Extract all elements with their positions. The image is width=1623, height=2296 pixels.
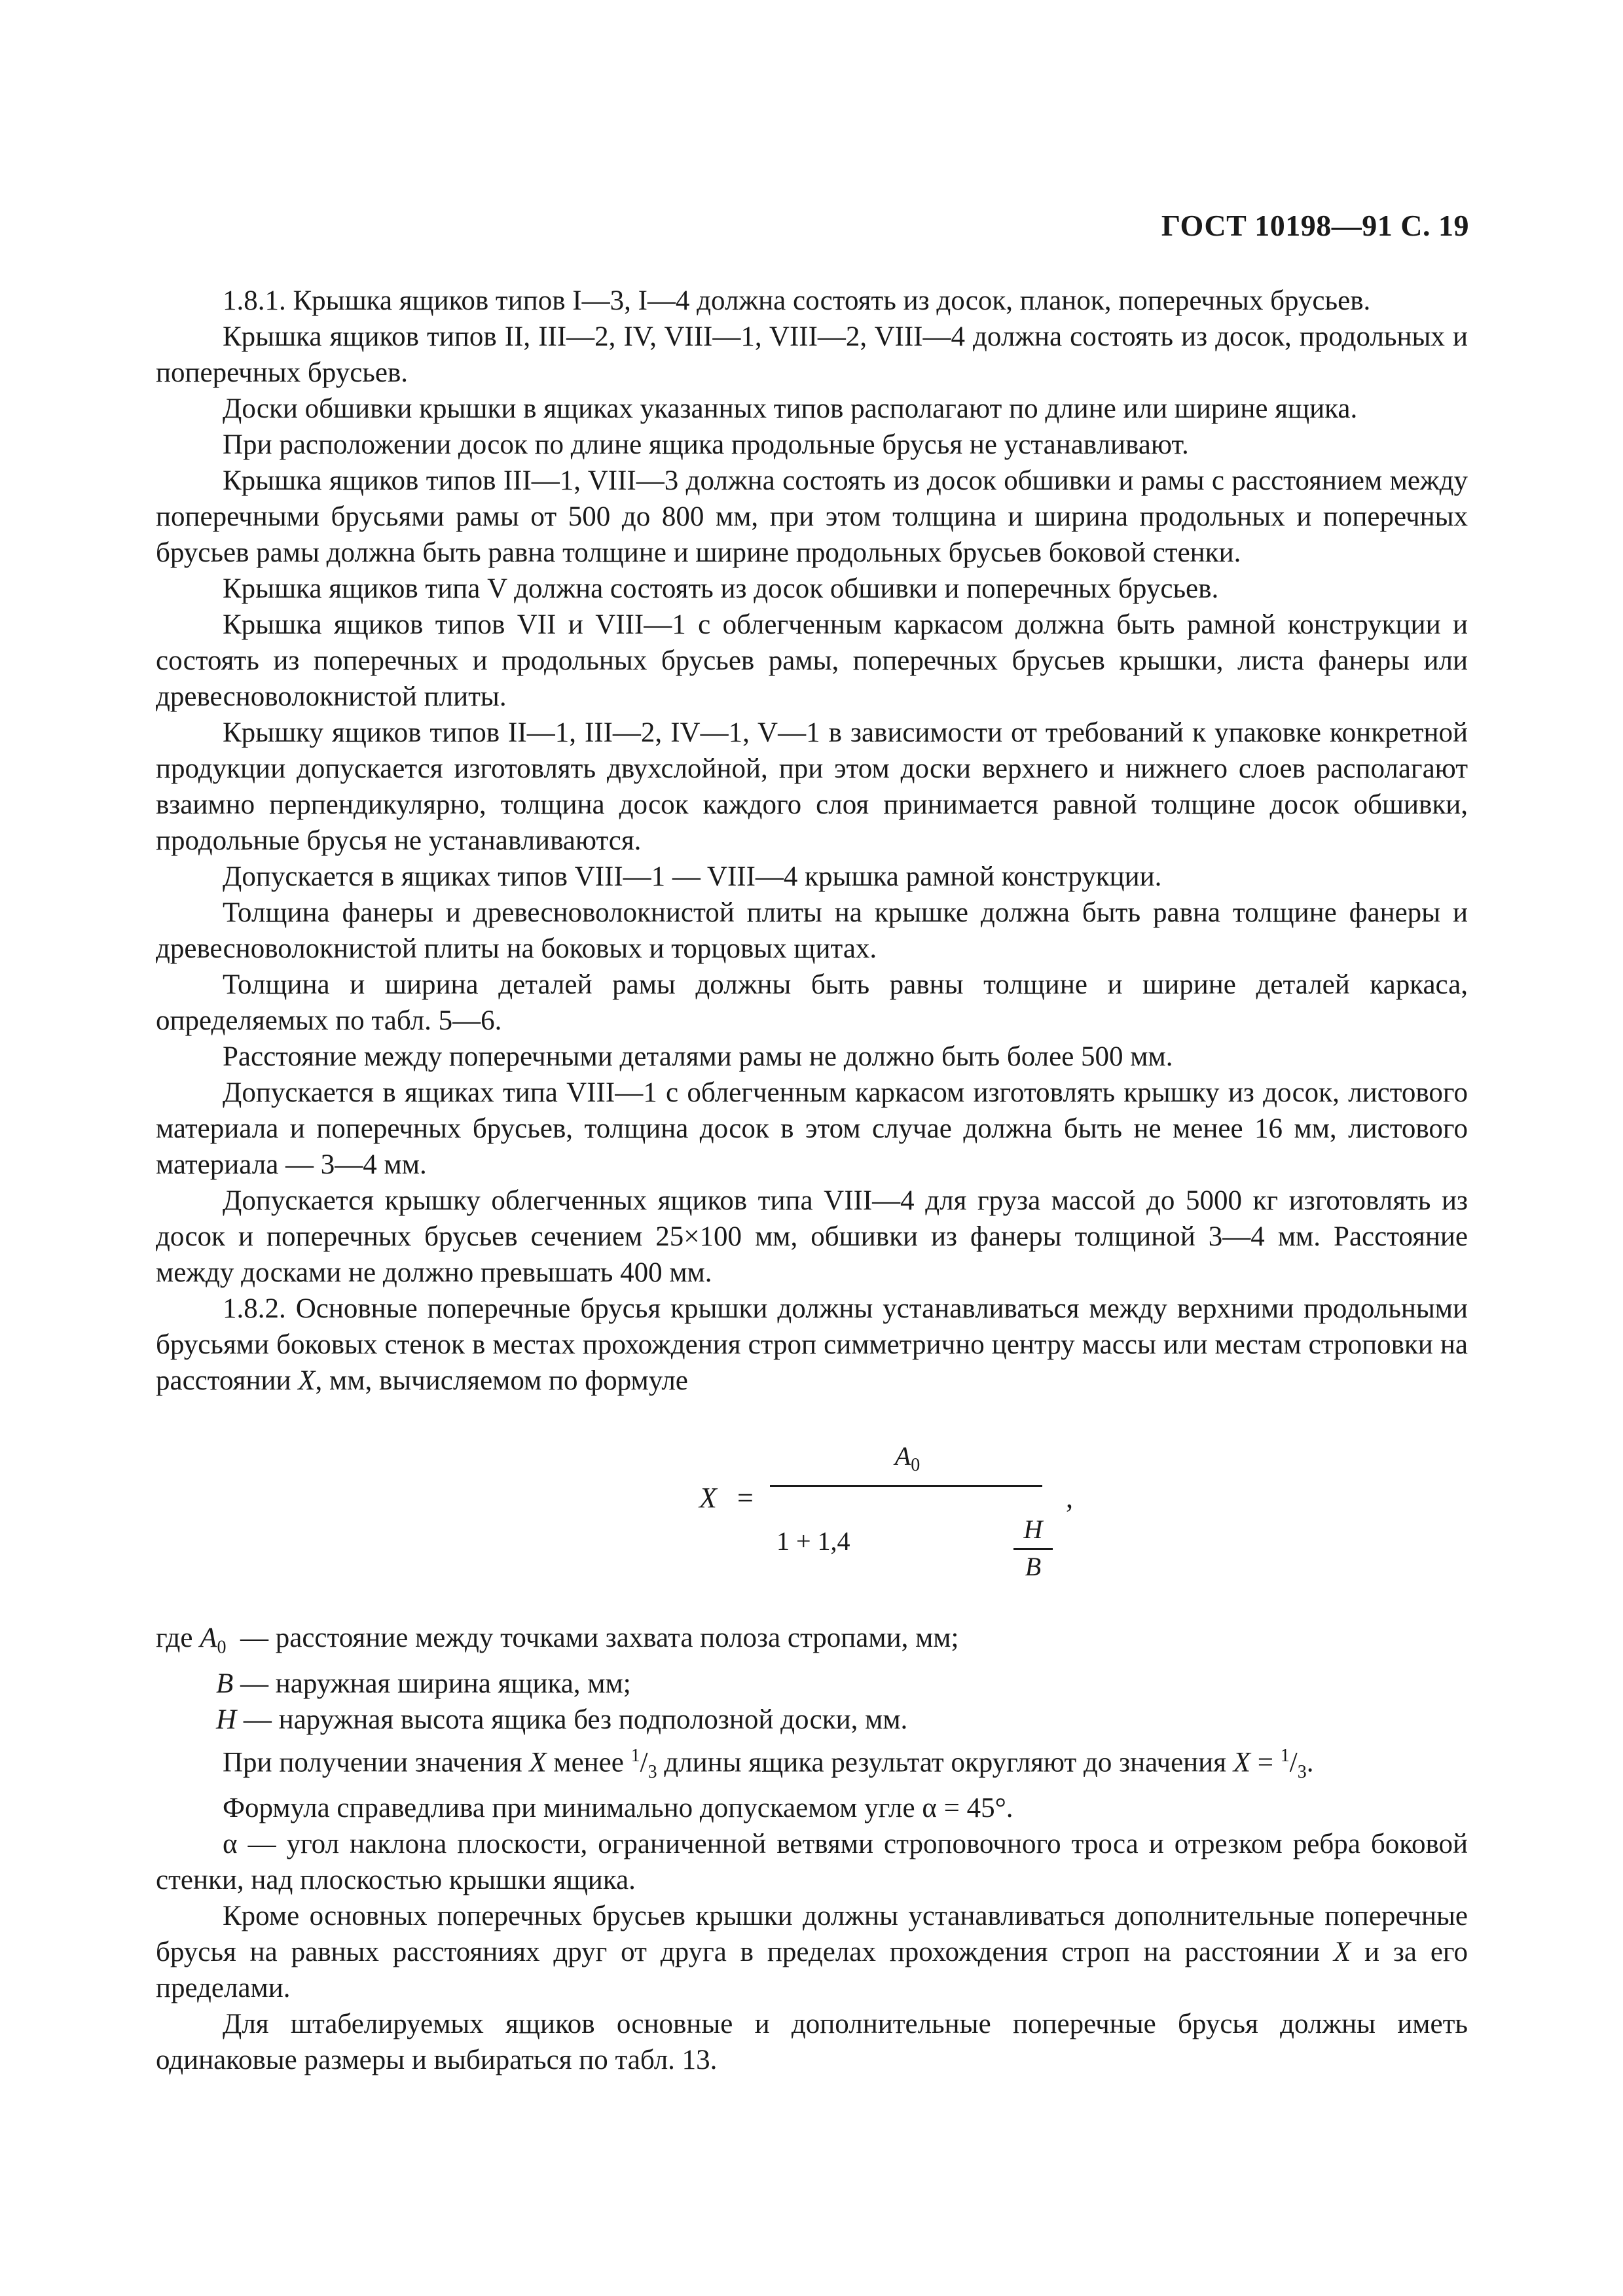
paragraph: Толщина и ширина деталей рамы должны быть равны толщине и ширине деталей каркаса, определяемых по табл. 5—6. (156, 969, 1468, 1036)
where-b-text: — наружная ширина ящика, мм; (240, 1668, 631, 1699)
symbol-b: B (216, 1668, 234, 1699)
formula-validity: Формула справедлива при минимально допускаемом угле α = 45°. (223, 1792, 1013, 1823)
where-a-text: — расстояние между точками захвата полоза стропами, мм; (240, 1623, 959, 1653)
rounding-rule: При получении значения X менее $^1/_3$ длины ящика результат округляют до значения $X = ^1/_3$. (223, 1745, 1314, 1782)
paragraph: Допускается в ящиках типов VIII—1 — VIII—4 крышка рамной конструкции. (223, 861, 1162, 892)
paragraph: Расстояние между поперечными деталями рамы не должно быть более 500 мм. (223, 1041, 1173, 1072)
formula-lhs: X (699, 1482, 717, 1514)
rounding-text: = (1250, 1746, 1281, 1778)
paragraph: Допускается в ящиках типа VIII—1 с облегченным каркасом изготовлять крышку из досок, листового материала и поперечных брусьев, толщина досок в этом случае должна быть не менее 16 мм, листового материала — 3—4 мм. (156, 1077, 1468, 1180)
formula-equals: = (737, 1482, 754, 1514)
paragraph: Доски обшивки крышки в ящиках указанных типов располагают по длине или ширине ящика. (223, 393, 1358, 424)
paragraph: 1.8.1. Крышка ящиков типов I—3, I—4 должна состоять из досок, планок, поперечных брусьев. (223, 285, 1371, 316)
formula-h: H (1023, 1515, 1043, 1544)
formula-fraction-bar (770, 1485, 1042, 1487)
paragraph-text: Кроме основных поперечных брусьев крышки должны устанавливаться дополнительные поперечные брусья на равных расстояниях друг от друга в пределах прохождения строп на расстоянии (156, 1900, 1468, 1967)
symbol-a: A (200, 1623, 217, 1653)
where-row-a (156, 1620, 1468, 1666)
rounding-text: менее (546, 1746, 631, 1778)
variable-x: X (1333, 1936, 1351, 1967)
formula-comma: , (1066, 1482, 1073, 1514)
fraction-denominator: 3 (647, 1761, 657, 1782)
where-row-b (156, 1666, 1468, 1702)
formula-a-subscript: 0 (911, 1455, 921, 1475)
formula-numerator (822, 1438, 993, 1483)
paragraph: При расположении досок по длине ящика продольные брусья не устанавливают. (223, 429, 1189, 460)
paragraph-text: и за его пределами. (156, 1936, 1468, 2003)
paragraph-text: , мм, вычисляемом по формуле (315, 1365, 688, 1396)
where-block (156, 1620, 1468, 1738)
paragraph: Крышка ящиков типов II, III—2, IV, VIII—1, VIII—2, VIII—4 должна состоять из досок, продольных и поперечных брусьев. (156, 321, 1468, 388)
paragraph-1-8-2 (156, 1291, 1468, 1399)
page-header: ГОСТ 10198—91 С. 19 (1161, 209, 1469, 242)
extra-beams-paragraph (156, 1898, 1468, 2006)
rounding-text: длины ящика результат округляют до значения (657, 1746, 1233, 1778)
alpha-definition: α — угол наклона плоскости, ограниченной ветвями строповочного троса и отрезком ребра боковой стенки, над плоскостью крышки ящика. (156, 1828, 1468, 1895)
paragraph-text: 1.8.2. Основные поперечные брусья крышки должны устанавливаться между верхними продольными брусьями боковых стенок в местах прохождения строп симметрично центру массы или местам строповки на расстоянии (156, 1293, 1468, 1396)
fraction-denominator: 3 (1297, 1761, 1307, 1782)
variable-x: X (1233, 1746, 1250, 1778)
formula (156, 1425, 1468, 1588)
fraction-numerator: 1 (1280, 1745, 1290, 1766)
variable-x: X (298, 1365, 316, 1396)
stacking-rule: Для штабелируемых ящиков основные и дополнительные поперечные брусья должны иметь одинаковые размеры и выбираться по табл. 13. (156, 2008, 1468, 2075)
paragraph: Крышку ящиков типов II—1, III—2, IV—1, V—1 в зависимости от требований к упаковке конкретной продукции допускается изготовлять двухслойной, при этом доски верхнего и нижнего слоев располагают взаимно перпендикулярно, толщина досок каждого слоя принимается равной толщине досок обшивки, продольные брусья не устанавливаются. (156, 717, 1468, 856)
formula-h-over-b (1010, 1515, 1056, 1581)
symbol-a-subscript: 0 (217, 1637, 227, 1658)
fraction-numerator: 1 (630, 1745, 640, 1766)
formula-inner-bar (1013, 1548, 1053, 1550)
variable-x: X (529, 1746, 547, 1778)
formula-denominator-constant: 1 + 1,4 (776, 1526, 850, 1556)
paragraph: Крышка ящиков типов VII и VIII—1 с облегченным каркасом должна быть рамной конструкции и состоять из поперечных и продольных брусьев рамы, поперечных брусьев крышки, листа фанеры или древесноволокнистой плиты. (156, 609, 1468, 712)
page-body (156, 283, 1468, 2078)
formula-a: A (894, 1441, 911, 1471)
paragraph: Допускается крышку облегченных ящиков типа VIII—4 для груза массой до 5000 кг изготовлять из досок и поперечных брусьев сечением 25×100 мм, обшивки из фанеры толщиной 3—4 мм. Расстояние между досками не должно превышать 400 мм. (156, 1185, 1468, 1288)
rounding-text: . (1306, 1746, 1314, 1778)
paragraph: Толщина фанеры и древесноволокнистой плиты на крышке должна быть равна толщине фанеры и древесноволокнистой плиты на боковых и торцовых щитах. (156, 897, 1468, 964)
where-lead: где (156, 1623, 193, 1653)
paragraph: Крышка ящиков типа V должна состоять из досок обшивки и поперечных брусьев. (223, 573, 1219, 604)
symbol-h: H (216, 1704, 237, 1735)
rounding-text: При получении значения (223, 1746, 530, 1778)
formula-b: B (1025, 1552, 1042, 1581)
paragraph: Крышка ящиков типов III—1, VIII—3 должна состоять из досок обшивки и рамы с расстоянием между поперечными брусьями рамы от 500 до 800 мм, при этом толщина и ширина продольных и поперечных брусьев рамы должна быть равна толщине и ширине продольных брусьев боковой стенки. (156, 465, 1468, 568)
where-h-text: — наружная высота ящика без подполозной доски, мм. (243, 1704, 908, 1735)
where-row-h (156, 1702, 1468, 1738)
